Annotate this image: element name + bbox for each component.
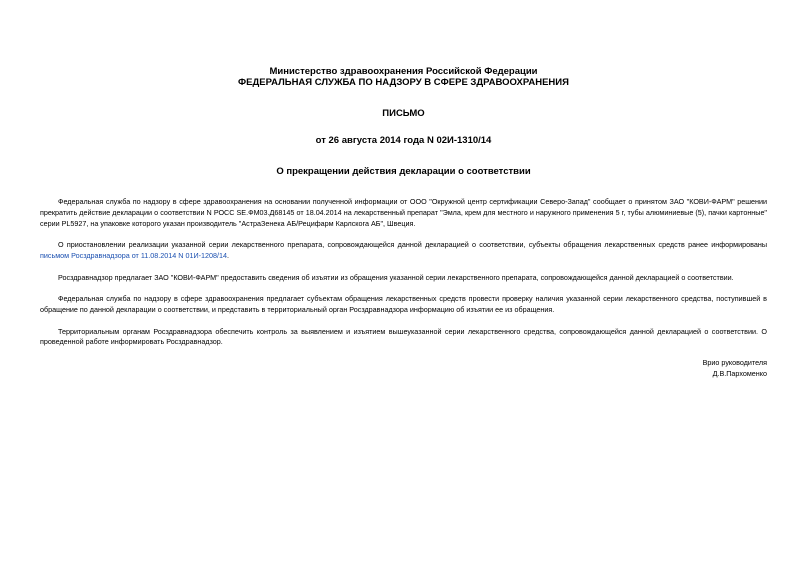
paragraph-2-end: . [227,250,229,260]
document-date-number: от 26 августа 2014 года N 02И-1310/14 [315,135,492,146]
service-name: ФЕДЕРАЛЬНАЯ СЛУЖБА ПО НАДЗОРУ В СФЕРЕ ЗДРАВООХРАНЕНИЯ [238,77,569,88]
paragraph-1: Федеральная служба по надзору в сфере здравоохранения на основании полученной информации от ООО "Окружной центр сертификации Северо-Запад" сообщает о принятом ЗАО "КОВИ-ФАРМ" решении прекратить действие декларации о соответствии N РОСС SE.ФМ03.Д68145 от 18.04.2014 на лекарственный препарат "Эмла, крем для местного и наружного применения 5 г, тубы алюминиевые (5), пачки картонные" серии PL5927, на упаковке которого указан производитель "АстраЗенека АБ/Рецифарм Карлскога АБ", Швеция. [40,197,767,228]
document-header [40,66,767,88]
signatory-title: Врио руководителя [702,358,767,367]
signature-block [703,358,767,379]
document-subject: О прекращении действия декларации о соответствии [276,166,531,177]
paragraph-3: Росздравнадзор предлагает ЗАО "КОВИ-ФАРМ" предоставить сведения об изъятии из обращения указанной серии лекарственного препарата, сопровождающейся данной декларацией о соответствии. [58,272,734,282]
paragraph-2-text: О приостановлении реализации указанной серии лекарственного препарата, сопровождающейся данной декларацией о соответствии, субъекты обращения лекарственных средств ранее информированы [58,240,767,250]
document-type: ПИСЬМО [382,108,425,119]
reference-letter-link[interactable]: письмом Росздравнадзора от 11.08.2014 N 01И-1208/14 [40,250,227,260]
signatory-name: Д.В.Пархоменко [712,368,767,378]
document-body [40,197,767,348]
ministry-name: Министерство здравоохранения Российской Федерации [269,66,538,77]
paragraph-2 [40,240,767,262]
paragraph-5: Территориальным органам Росздравнадзора обеспечить контроль за выявлением и изъятием вышеуказанной серии лекарственного средства, сопровождающейся данной декларацией о соответствии. О проведенной работе информировать Росздравнадзор. [40,326,767,347]
paragraph-4: Федеральная служба по надзору в сфере здравоохранения предлагает субъектам обращения лекарственных средств провести проверку наличия указанной серии лекарственного средства, поступившей в обращение по данной декларации о соответствии, и представить в территориальный орган Росздравнадзора информацию об изъятии ее из обращения. [40,294,767,314]
document-page [40,66,767,359]
